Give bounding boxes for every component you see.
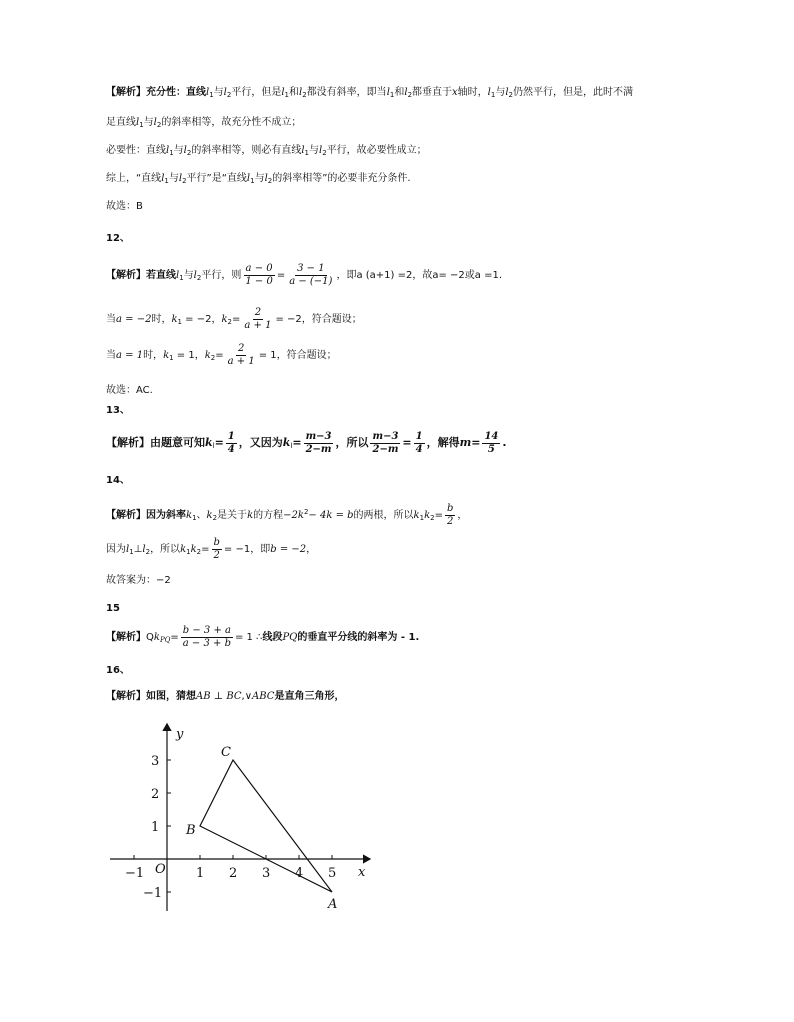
s12-line1: 【解析】若直线$l_1$与$l_2$平行，则 $\frac{a - 0}{1 - 0}$ = $\frac{3 - 1}{a - (-1)}$ ，即a (a+1) =2，故a= −2或a =1. — [106, 262, 503, 287]
s13-frac1: $\frac{1}{4}$ — [227, 430, 235, 455]
x-tick-label-5: 5 — [328, 866, 337, 881]
s14-frac1: $\frac{b}{2}$ — [446, 502, 454, 527]
s12-number: 12、 — [106, 233, 130, 244]
x-tick-label-1: 1 — [196, 866, 205, 881]
s11-line1: 【解析】充分性：直线$l_1$与$l_2$平行，但是$l_1$和$l_2$都没有斜率，即当$l_1$和$l_2$都垂直于x轴时，$l_1$与$l_2$仍然平行，但是，此时不满 — [106, 87, 634, 99]
s13-frac4: $\frac{1}{4}$ — [415, 430, 423, 455]
x-axis-label: x — [358, 865, 366, 880]
s12-frac3: $\frac{2}{a + 1}$ — [244, 306, 272, 331]
s13-frac3: $\frac{m-3}{2-m}$ — [372, 430, 399, 455]
s13-frac2: $\frac{m-3}{2-m}$ — [305, 430, 332, 455]
s12-line2: 当a = −2时，$k_1 = -2$，$k_2=$ $\frac{2}{a + 1}$ = −2，符合题设； — [106, 306, 362, 331]
s12-answer: 故选：AC. — [106, 385, 153, 396]
s13-frac5: $\frac{14}{5}$ — [484, 430, 499, 455]
s13-number: 13、 — [106, 405, 130, 416]
s14-line1: 【解析】因为斜率$k_1$、$k_2$是关于k的方程$-2k^2- 4k = b$的两根，所以$k_1k_2=$ $\frac{b}{2}$ ， — [106, 502, 468, 527]
s14-number: 14、 — [106, 475, 130, 486]
y-tick-label-3: −1 — [143, 886, 163, 901]
point-label-b: B — [186, 823, 196, 838]
figure-layer — [110, 724, 370, 912]
s16-line: 【解析】如图，猜想AB ⊥ BC,∨ABC是直角三角形， — [106, 691, 345, 702]
x-tick-label-4: 4 — [295, 866, 304, 881]
s12-line3: 当a = 1时，$k_1 = 1$，$k_2=$ $\frac{2}{a + 1}$ = 1，符合题设； — [106, 342, 337, 367]
x-tick-label-3: 3 — [262, 866, 271, 881]
s15-number: 15 — [106, 603, 120, 614]
s12-frac4: $\frac{2}{a + 1}$ — [227, 342, 255, 367]
s12-frac2: $\frac{3 - 1}{a - (-1)}$ — [289, 262, 333, 287]
s14-answer: 故答案为：−2 — [106, 575, 171, 586]
s14-line2: 因为$l_1\perp l_2$，所以$k_1k_2=$ $\frac{b}{2}$ = −1，即b = −2， — [106, 536, 317, 561]
s11-answer: 故选：B — [106, 201, 143, 212]
s14-frac2: $\frac{b}{2}$ — [213, 536, 220, 561]
point-label-c: C — [221, 745, 231, 760]
x-tick-label-2: 2 — [229, 866, 238, 881]
s13-line: 【解析】由题意可知$k_l=$ $\frac{1}{4}$ ，又因为$k_l=$ $\frac{m-3}{2-m}$ ，所以 $\frac{m-3}{2-m}$ = $\frac{1}{4}$ ，解得m= $\frac{14}{5}$ . — [106, 430, 507, 455]
y-tick-label-0: 3 — [151, 754, 160, 769]
s11-line2: 足直线$l_1$与$l_2$的斜率相等，故充分性不成立； — [106, 117, 302, 129]
point-label-a: A — [328, 897, 338, 912]
s11-line4: 综上，“直线$l_1$与$l_2$平行”是“直线$l_1$与$l_2$的斜率相等”的必要非充分条件. — [106, 173, 411, 185]
coordinate-figure — [110, 718, 380, 918]
y-axis-label: y — [176, 727, 184, 742]
origin-label: O — [155, 862, 166, 877]
s15-line: 【解析】$Qk_{PQ}=$ $\frac{b - 3 + a}{a - 3 + b}$ = 1 ∴线段PQ的垂直平分线的斜率为 - 1. — [106, 624, 420, 649]
s12-frac1: $\frac{a - 0}{1 - 0}$ — [245, 262, 273, 287]
y-tick-label-2: 1 — [151, 820, 160, 835]
y-tick-label-1: 2 — [151, 787, 160, 802]
s15-frac: $\frac{b - 3 + a}{a - 3 + b}$ — [182, 624, 231, 649]
s16-number: 16、 — [106, 665, 130, 676]
x-tick-label-0: −1 — [125, 866, 145, 881]
s11-line3: 必要性：直线$l_1$与$l_2$的斜率相等，则必有直线$l_1$与$l_2$平行，故必要性成立； — [106, 145, 427, 157]
